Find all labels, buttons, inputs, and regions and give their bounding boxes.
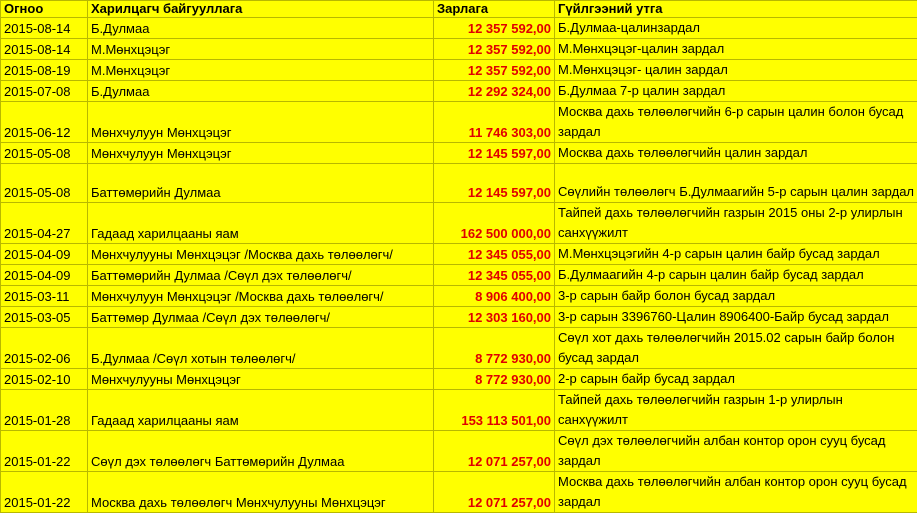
cell-purpose[interactable]: Б.Дулмаа 7-р цалин зардал: [555, 81, 917, 102]
cell-date[interactable]: 2015-01-28: [1, 390, 88, 431]
cell-partner[interactable]: Мөнхчулуун Мөнхцэцэг: [88, 143, 434, 164]
cell-amount[interactable]: 12 292 324,00: [434, 81, 555, 102]
cell-amount[interactable]: 12 357 592,00: [434, 60, 555, 81]
cell-date[interactable]: 2015-03-11: [1, 286, 88, 307]
cell-date[interactable]: 2015-08-19: [1, 60, 88, 81]
table-row: [1, 472, 917, 513]
table-row: [1, 60, 917, 81]
cell-purpose[interactable]: Тайпей дахь төлөөлөгчийн газрын 1-р улирлын санхүүжилт: [555, 390, 917, 431]
cell-amount[interactable]: 12 145 597,00: [434, 164, 555, 203]
table-row: [1, 286, 917, 307]
cell-purpose[interactable]: Сөүлийн төлөөлөгч Б.Дулмаагийн 5-р сарын цалин зардал: [555, 164, 917, 203]
cell-purpose[interactable]: 3-р сарын 3396760-Цалин 8906400-Байр бусад зардал: [555, 307, 917, 328]
cell-partner[interactable]: Мөнхчулуун Мөнхцэцэг: [88, 102, 434, 143]
cell-date[interactable]: 2015-03-05: [1, 307, 88, 328]
header-date[interactable]: Огноо: [1, 1, 88, 18]
cell-date[interactable]: 2015-04-09: [1, 244, 88, 265]
cell-amount[interactable]: 153 113 501,00: [434, 390, 555, 431]
cell-date[interactable]: 2015-05-08: [1, 164, 88, 203]
cell-purpose[interactable]: Б.Дулмаагийн 4-р сарын цалин байр бусад зардал: [555, 265, 917, 286]
cell-partner[interactable]: Баттөмөр Дулмаа /Сөүл дэх төлөөлөгч/: [88, 307, 434, 328]
cell-date[interactable]: 2015-08-14: [1, 39, 88, 60]
cell-partner[interactable]: М.Мөнхцэцэг: [88, 39, 434, 60]
table-row: [1, 431, 917, 472]
table-row: [1, 81, 917, 102]
table-row: [1, 102, 917, 143]
table-row: [1, 143, 917, 164]
table-row: [1, 39, 917, 60]
cell-amount[interactable]: 12 071 257,00: [434, 472, 555, 513]
header-purpose[interactable]: Гүйлгээний утга: [555, 1, 917, 18]
cell-date[interactable]: 2015-05-08: [1, 143, 88, 164]
cell-partner[interactable]: Б.Дулмаа: [88, 81, 434, 102]
table-row: [1, 18, 917, 39]
cell-amount[interactable]: 12 071 257,00: [434, 431, 555, 472]
cell-amount[interactable]: 11 746 303,00: [434, 102, 555, 143]
cell-amount[interactable]: 12 145 597,00: [434, 143, 555, 164]
cell-partner[interactable]: Б.Дулмаа: [88, 18, 434, 39]
cell-partner[interactable]: М.Мөнхцэцэг: [88, 60, 434, 81]
table-row: [1, 328, 917, 369]
cell-purpose[interactable]: М.Мөнхцэцэг-цалин зардал: [555, 39, 917, 60]
table-row: [1, 203, 917, 244]
cell-partner[interactable]: Мөнхчулуун Мөнхцэцэг /Москва дахь төлөөлөгч/: [88, 286, 434, 307]
header-amount[interactable]: Зарлага: [434, 1, 555, 18]
cell-partner[interactable]: Баттөмөрийн Дулмаа: [88, 164, 434, 203]
cell-amount[interactable]: 12 303 160,00: [434, 307, 555, 328]
table-row: [1, 244, 917, 265]
cell-purpose[interactable]: Б.Дулмаа-цалинзардал: [555, 18, 917, 39]
cell-partner[interactable]: Москва дахь төлөөлөгч Мөнхчулууны Мөнхцэцэг: [88, 472, 434, 513]
cell-partner[interactable]: Баттөмөрийн Дулмаа /Сөүл дэх төлөөлөгч/: [88, 265, 434, 286]
cell-date[interactable]: 2015-07-08: [1, 81, 88, 102]
cell-amount[interactable]: 162 500 000,00: [434, 203, 555, 244]
cell-date[interactable]: 2015-04-09: [1, 265, 88, 286]
cell-purpose[interactable]: 2-р сарын байр бусад зардал: [555, 369, 917, 390]
cell-purpose[interactable]: 3-р сарын байр болон бусад зардал: [555, 286, 917, 307]
cell-purpose[interactable]: Москва дахь төлөөлөгчийн 6-р сарын цалин болон бусад зардал: [555, 102, 917, 143]
cell-partner[interactable]: Б.Дулмаа /Сөүл хотын төлөөлөгч/: [88, 328, 434, 369]
cell-date[interactable]: 2015-02-10: [1, 369, 88, 390]
cell-purpose[interactable]: М.Мөнхцэцэгийн 4-р сарын цалин байр бусад зардал: [555, 244, 917, 265]
cell-amount[interactable]: 8 772 930,00: [434, 369, 555, 390]
cell-purpose[interactable]: М.Мөнхцэцэг- цалин зардал: [555, 60, 917, 81]
cell-partner[interactable]: Гадаад харилцааны яам: [88, 203, 434, 244]
cell-amount[interactable]: 8 772 930,00: [434, 328, 555, 369]
cell-amount[interactable]: 12 357 592,00: [434, 39, 555, 60]
cell-purpose[interactable]: Сөүл хот дахь төлөөлөгчийн 2015.02 сарын байр болон бусад зардал: [555, 328, 917, 369]
cell-amount[interactable]: 12 345 055,00: [434, 265, 555, 286]
cell-purpose[interactable]: Москва дахь төлөөлөгчийн цалин зардал: [555, 143, 917, 164]
table-row: [1, 164, 917, 203]
cell-partner[interactable]: Мөнхчулууны Мөнхцэцэг: [88, 369, 434, 390]
cell-amount[interactable]: 12 357 592,00: [434, 18, 555, 39]
table-row: [1, 307, 917, 328]
table-row: [1, 390, 917, 431]
cell-partner[interactable]: Сөүл дэх төлөөлөгч Баттөмөрийн Дулмаа: [88, 431, 434, 472]
table-row: [1, 369, 917, 390]
table-body: [1, 18, 917, 513]
header-row: [1, 1, 917, 18]
cell-date[interactable]: 2015-02-06: [1, 328, 88, 369]
cell-date[interactable]: 2015-01-22: [1, 431, 88, 472]
table-row: [1, 265, 917, 286]
cell-amount[interactable]: 8 906 400,00: [434, 286, 555, 307]
header-partner[interactable]: Харилцагч байгууллага: [88, 1, 434, 18]
cell-purpose[interactable]: Тайпей дахь төлөөлөгчийн газрын 2015 оны 2-р улирлын санхүүжилт: [555, 203, 917, 244]
cell-amount[interactable]: 12 345 055,00: [434, 244, 555, 265]
cell-date[interactable]: 2015-08-14: [1, 18, 88, 39]
cell-purpose[interactable]: Москва дахь төлөөлөгчийн албан контор орон сууц бусад зардал: [555, 472, 917, 513]
cell-partner[interactable]: Мөнхчулууны Мөнхцэцэг /Москва дахь төлөөлөгч/: [88, 244, 434, 265]
cell-purpose[interactable]: Сөүл дэх төлөөлөгчийн албан контор орон сууц бусад зардал: [555, 431, 917, 472]
cell-partner[interactable]: Гадаад харилцааны яам: [88, 390, 434, 431]
cell-date[interactable]: 2015-01-22: [1, 472, 88, 513]
cell-date[interactable]: 2015-06-12: [1, 102, 88, 143]
cell-date[interactable]: 2015-04-27: [1, 203, 88, 244]
